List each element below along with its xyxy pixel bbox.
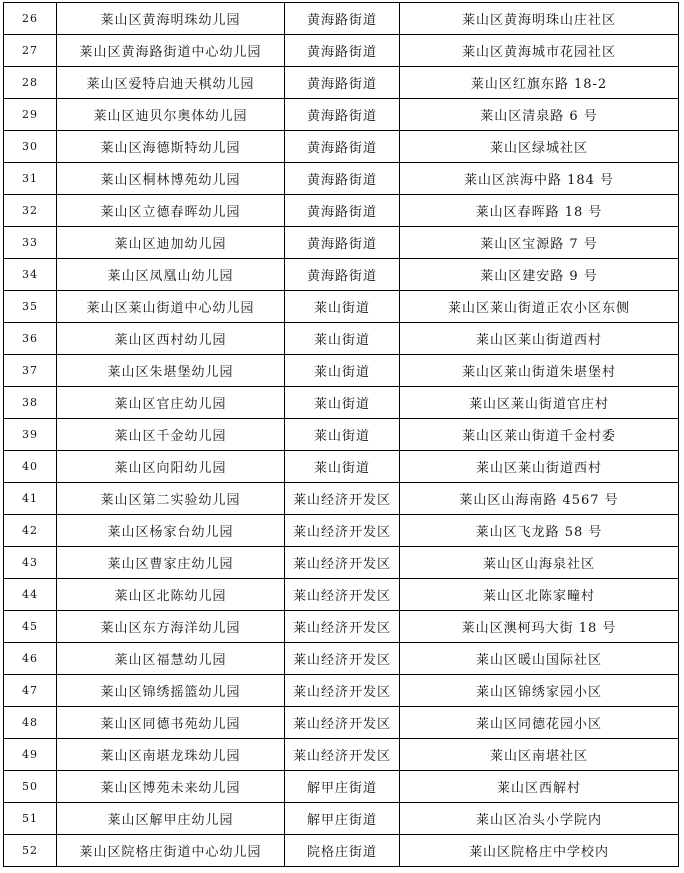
table-row [4,483,679,515]
table-row [4,35,679,67]
kindergarten-name-cell: 莱山区向阳幼儿园 [57,451,285,483]
address-cell: 莱山区同德花园小区 [400,707,679,739]
subdistrict-cell: 莱山经济开发区 [285,515,400,547]
address-cell: 莱山区莱山街道朱堪堡村 [400,355,679,387]
address-cell: 莱山区澳柯玛大街 18 号 [400,611,679,643]
subdistrict-cell: 莱山街道 [285,387,400,419]
kindergarten-table [3,2,679,867]
subdistrict-cell: 莱山街道 [285,323,400,355]
row-number-cell: 46 [4,643,57,675]
table-row [4,163,679,195]
address-cell: 莱山区冶头小学院内 [400,803,679,835]
row-number-cell: 47 [4,675,57,707]
row-number-cell: 45 [4,611,57,643]
address-cell: 莱山区山海泉社区 [400,547,679,579]
subdistrict-cell: 院格庄街道 [285,835,400,867]
subdistrict-cell: 莱山经济开发区 [285,547,400,579]
kindergarten-name-cell: 莱山区杨家台幼儿园 [57,515,285,547]
row-number-cell: 40 [4,451,57,483]
table-row [4,547,679,579]
address-cell: 莱山区宝源路 7 号 [400,227,679,259]
table-row [4,515,679,547]
address-cell: 莱山区飞龙路 58 号 [400,515,679,547]
row-number-cell: 29 [4,99,57,131]
kindergarten-name-cell: 莱山区官庄幼儿园 [57,387,285,419]
subdistrict-cell: 黄海路街道 [285,99,400,131]
subdistrict-cell: 黄海路街道 [285,163,400,195]
table-row [4,419,679,451]
row-number-cell: 39 [4,419,57,451]
table-row [4,387,679,419]
address-cell: 莱山区滨海中路 184 号 [400,163,679,195]
table-row [4,227,679,259]
table-body [4,3,679,867]
address-cell: 莱山区北陈家疃村 [400,579,679,611]
table-row [4,451,679,483]
kindergarten-name-cell: 莱山区北陈幼儿园 [57,579,285,611]
table-row [4,3,679,35]
kindergarten-name-cell: 莱山区黄海路街道中心幼儿园 [57,35,285,67]
subdistrict-cell: 莱山街道 [285,291,400,323]
table-row [4,355,679,387]
table-row [4,99,679,131]
table-row [4,291,679,323]
kindergarten-name-cell: 莱山区解甲庄幼儿园 [57,803,285,835]
table-row [4,67,679,99]
kindergarten-name-cell: 莱山区桐林博苑幼儿园 [57,163,285,195]
subdistrict-cell: 莱山经济开发区 [285,675,400,707]
row-number-cell: 42 [4,515,57,547]
row-number-cell: 31 [4,163,57,195]
subdistrict-cell: 黄海路街道 [285,67,400,99]
subdistrict-cell: 黄海路街道 [285,259,400,291]
address-cell: 莱山区建安路 9 号 [400,259,679,291]
kindergarten-name-cell: 莱山区福慧幼儿园 [57,643,285,675]
kindergarten-name-cell: 莱山区南堪龙珠幼儿园 [57,739,285,771]
row-number-cell: 32 [4,195,57,227]
kindergarten-name-cell: 莱山区东方海洋幼儿园 [57,611,285,643]
table-row [4,195,679,227]
address-cell: 莱山区莱山街道西村 [400,451,679,483]
kindergarten-name-cell: 莱山区第二实验幼儿园 [57,483,285,515]
table-row [4,131,679,163]
kindergarten-name-cell: 莱山区黄海明珠幼儿园 [57,3,285,35]
row-number-cell: 49 [4,739,57,771]
table-row [4,771,679,803]
subdistrict-cell: 莱山街道 [285,451,400,483]
table-row [4,259,679,291]
row-number-cell: 37 [4,355,57,387]
row-number-cell: 33 [4,227,57,259]
row-number-cell: 48 [4,707,57,739]
row-number-cell: 50 [4,771,57,803]
kindergarten-name-cell: 莱山区同德书苑幼儿园 [57,707,285,739]
kindergarten-name-cell: 莱山区莱山街道中心幼儿园 [57,291,285,323]
address-cell: 莱山区黄海明珠山庄社区 [400,3,679,35]
address-cell: 莱山区春晖路 18 号 [400,195,679,227]
address-cell: 莱山区黄海城市花园社区 [400,35,679,67]
table-row [4,611,679,643]
address-cell: 莱山区莱山街道官庄村 [400,387,679,419]
subdistrict-cell: 莱山经济开发区 [285,707,400,739]
subdistrict-cell: 莱山街道 [285,355,400,387]
address-cell: 莱山区红旗东路 18-2 [400,67,679,99]
row-number-cell: 28 [4,67,57,99]
address-cell: 莱山区西解村 [400,771,679,803]
row-number-cell: 44 [4,579,57,611]
subdistrict-cell: 解甲庄街道 [285,803,400,835]
kindergarten-name-cell: 莱山区迪贝尔奥体幼儿园 [57,99,285,131]
row-number-cell: 38 [4,387,57,419]
kindergarten-name-cell: 莱山区千金幼儿园 [57,419,285,451]
kindergarten-name-cell: 莱山区爱特启迪天棋幼儿园 [57,67,285,99]
subdistrict-cell: 莱山经济开发区 [285,739,400,771]
address-cell: 莱山区绿城社区 [400,131,679,163]
subdistrict-cell: 黄海路街道 [285,3,400,35]
address-cell: 莱山区南堪社区 [400,739,679,771]
subdistrict-cell: 黄海路街道 [285,35,400,67]
table-row [4,835,679,867]
row-number-cell: 34 [4,259,57,291]
table-row [4,643,679,675]
address-cell: 莱山区山海南路 4567 号 [400,483,679,515]
kindergarten-name-cell: 莱山区朱堪堡幼儿园 [57,355,285,387]
address-cell: 莱山区暖山国际社区 [400,643,679,675]
subdistrict-cell: 莱山经济开发区 [285,579,400,611]
kindergarten-name-cell: 莱山区凤凰山幼儿园 [57,259,285,291]
table-row [4,675,679,707]
row-number-cell: 43 [4,547,57,579]
subdistrict-cell: 黄海路街道 [285,131,400,163]
kindergarten-name-cell: 莱山区院格庄街道中心幼儿园 [57,835,285,867]
kindergarten-name-cell: 莱山区西村幼儿园 [57,323,285,355]
subdistrict-cell: 莱山街道 [285,419,400,451]
subdistrict-cell: 莱山经济开发区 [285,611,400,643]
subdistrict-cell: 黄海路街道 [285,227,400,259]
table-row [4,803,679,835]
table-row [4,739,679,771]
address-cell: 莱山区莱山街道西村 [400,323,679,355]
row-number-cell: 30 [4,131,57,163]
row-number-cell: 41 [4,483,57,515]
address-cell: 莱山区院格庄中学校内 [400,835,679,867]
address-cell: 莱山区莱山街道正农小区东侧 [400,291,679,323]
table-row [4,579,679,611]
subdistrict-cell: 解甲庄街道 [285,771,400,803]
address-cell: 莱山区锦绣家园小区 [400,675,679,707]
subdistrict-cell: 黄海路街道 [285,195,400,227]
table-row [4,323,679,355]
subdistrict-cell: 莱山经济开发区 [285,643,400,675]
address-cell: 莱山区莱山街道千金村委 [400,419,679,451]
kindergarten-name-cell: 莱山区迪加幼儿园 [57,227,285,259]
row-number-cell: 52 [4,835,57,867]
address-cell: 莱山区清泉路 6 号 [400,99,679,131]
row-number-cell: 51 [4,803,57,835]
kindergarten-name-cell: 莱山区立德春晖幼儿园 [57,195,285,227]
row-number-cell: 36 [4,323,57,355]
table-row [4,707,679,739]
kindergarten-name-cell: 莱山区曹家庄幼儿园 [57,547,285,579]
subdistrict-cell: 莱山经济开发区 [285,483,400,515]
kindergarten-name-cell: 莱山区海德斯特幼儿园 [57,131,285,163]
row-number-cell: 35 [4,291,57,323]
kindergarten-name-cell: 莱山区锦绣摇篮幼儿园 [57,675,285,707]
row-number-cell: 26 [4,3,57,35]
kindergarten-name-cell: 莱山区博苑未来幼儿园 [57,771,285,803]
row-number-cell: 27 [4,35,57,67]
